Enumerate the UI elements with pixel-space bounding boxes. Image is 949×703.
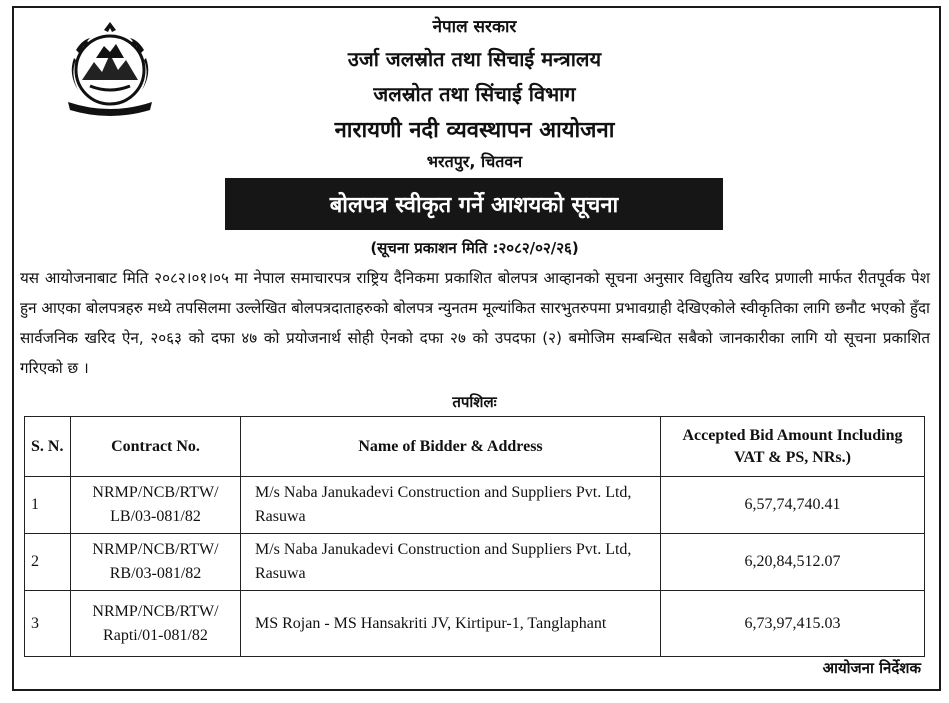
cell-bidder: M/s Naba Janukadevi Construction and Suppliers Pvt. Ltd, Rasuwa (241, 477, 661, 534)
notice-title-banner (225, 178, 723, 230)
header-amount: Accepted Bid Amount Including VAT & PS, NRs.) (661, 417, 925, 477)
project-title: नारायणी नदी व्यवस्थापन आयोजना (334, 118, 615, 143)
cell-sn: 2 (25, 534, 71, 591)
header-contract-no: Contract No. (71, 417, 241, 477)
government-title: नेपाल सरकार (432, 17, 517, 37)
table-row (25, 477, 925, 534)
header-bidder: Name of Bidder & Address (241, 417, 661, 477)
cell-bidder: M/s Naba Janukadevi Construction and Suppliers Pvt. Ltd, Rasuwa (241, 534, 661, 591)
department-title: जलस्रोत तथा सिंचाई विभाग (373, 82, 576, 106)
details-label: तपशिलः (452, 393, 497, 411)
table-row (25, 591, 925, 657)
cell-contract-no: NRMP/NCB/RTW/ Rapti/01-081/82 (71, 591, 241, 657)
header-sn: S. N. (25, 417, 71, 477)
publication-date: (सूचना प्रकाशन मिति :२०८२/०२/२६) (370, 239, 579, 257)
office-location: भरतपुर, चितवन (426, 152, 523, 171)
table-row (25, 534, 925, 591)
cell-contract-no: NRMP/NCB/RTW/ LB/03-081/82 (71, 477, 241, 534)
notice-body-paragraph: यस आयोजनाबाट मिति २०८२।०१।०५ मा नेपाल समाचारपत्र राष्ट्रिय दैनिकमा प्रकाशित बोलपत्र आव्हानको सूचना अनुसार विद्युतिय खरिद प्रणाली मार्फत रीतपूर्वक पेश हुन आएका बोलपत्रहरु मध्ये तपसिलमा उल्लेखित बोलपत्रदाताहरुको बोलपत्र न्युनतम मूल्यांकित सारभुतरुपमा प्रभावग्राही देखिएकोले स्वीकृतिका लागि छनौट भएको हुँदा सार्वजनिक खरिद ऐन, २०६३ को दफा ४७ को प्रयोजनार्थ सोही ऐनको दफा २७ को उपदफा (२) बमोजिम सम्बन्धित सबैको जानकारीका लागि यो सूचना प्रकाशित गरिएको छ । (20, 269, 930, 377)
cell-sn: 3 (25, 591, 71, 657)
cell-amount: 6,73,97,415.03 (661, 591, 925, 657)
signature-project-director: आयोजना निर्देशक (822, 659, 921, 677)
cell-amount: 6,57,74,740.41 (661, 477, 925, 534)
cell-contract-no: NRMP/NCB/RTW/ RB/03-081/82 (71, 534, 241, 591)
cell-sn: 1 (25, 477, 71, 534)
accepted-bids-table (24, 416, 925, 657)
cell-amount: 6,20,84,512.07 (661, 534, 925, 591)
table-header-row (25, 417, 925, 477)
notice-title: बोलपत्र स्वीकृत गर्ने आशयको सूचना (329, 193, 619, 218)
cell-bidder: MS Rojan - MS Hansakriti JV, Kirtipur-1, Tanglaphant (241, 591, 661, 657)
ministry-title: उर्जा जलस्रोत तथा सिचाई मन्त्रालय (347, 47, 602, 71)
